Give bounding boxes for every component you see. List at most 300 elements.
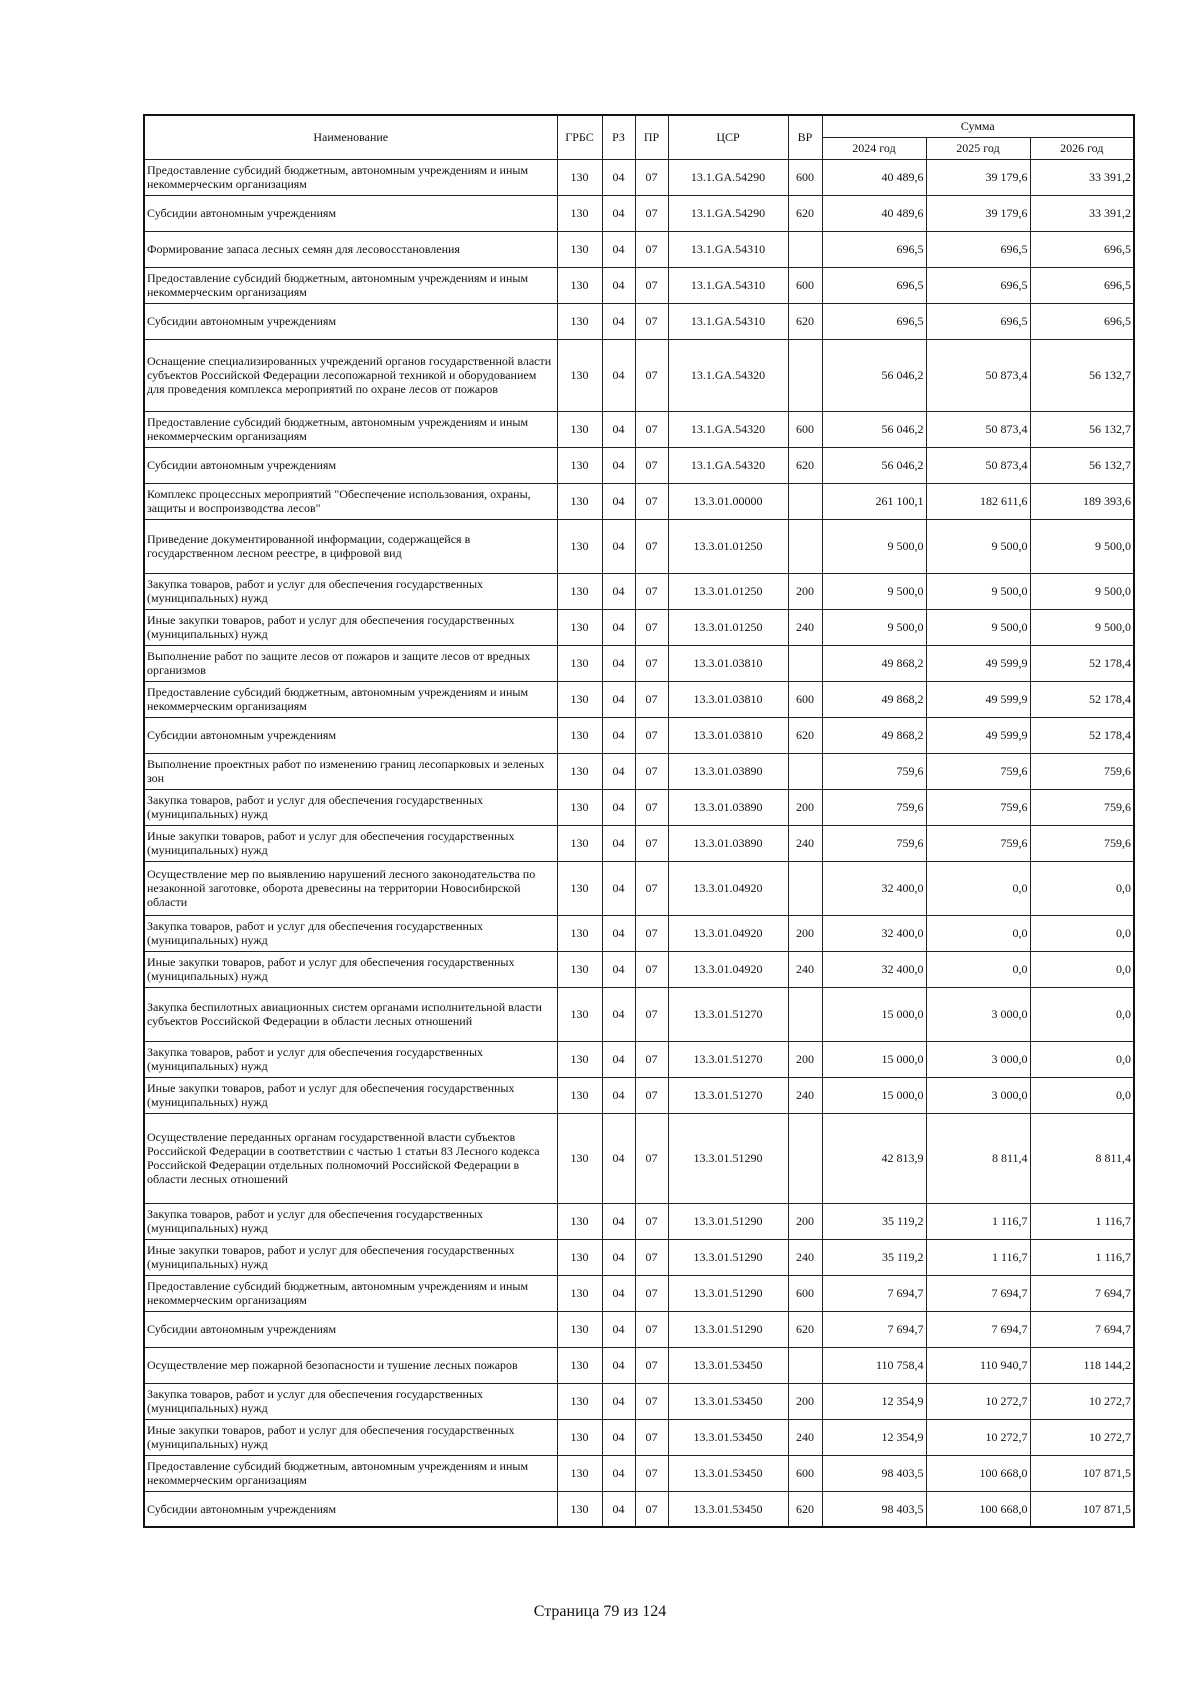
row-csr: 13.3.01.00000 [668,483,788,519]
row-sum-2026: 0,0 [1030,1041,1134,1077]
row-rz: 04 [602,339,635,411]
row-sum-2026: 33 391,2 [1030,195,1134,231]
table-row [144,753,1134,789]
row-pr: 07 [635,411,668,447]
row-pr: 07 [635,573,668,609]
row-sum-2024: 12 354,9 [822,1419,926,1455]
row-sum-2024: 15 000,0 [822,1077,926,1113]
row-name: Иные закупки товаров, работ и услуг для обеспечения государственных (муниципальных) нужд [144,609,557,645]
row-grbs: 130 [557,483,602,519]
table-row [144,195,1134,231]
col-header-rz: РЗ [602,115,635,159]
row-rz: 04 [602,195,635,231]
row-rz: 04 [602,1113,635,1203]
row-pr: 07 [635,609,668,645]
row-sum-2024: 35 119,2 [822,1203,926,1239]
table-row [144,861,1134,915]
row-sum-2025: 759,6 [926,753,1030,789]
table-row [144,1491,1134,1527]
row-sum-2024: 12 354,9 [822,1383,926,1419]
row-name: Приведение документированной информации, содержащейся в государственном лесном реестре, в цифровой вид [144,519,557,573]
row-sum-2024: 32 400,0 [822,915,926,951]
row-sum-2025: 7 694,7 [926,1275,1030,1311]
row-name: Осуществление мер по выявлению нарушений лесного законодательства по незаконной заготовке, оборота древесины на территории Новосибирской области [144,861,557,915]
row-csr: 13.3.01.03810 [668,717,788,753]
table-row [144,159,1134,195]
row-name: Предоставление субсидий бюджетным, автономным учреждениям и иным некоммерческим организациям [144,159,557,195]
row-name: Предоставление субсидий бюджетным, автономным учреждениям и иным некоммерческим организациям [144,681,557,717]
row-name: Оснащение специализированных учреждений органов государственной власти субъектов Российской Федерации лесопожарной техникой и оборудованием для проведения комплекса мероприятий по охране лесов от пожаров [144,339,557,411]
row-sum-2026: 0,0 [1030,951,1134,987]
table-row [144,1383,1134,1419]
table-row [144,267,1134,303]
table-row [144,1239,1134,1275]
col-header-grbs: ГРБС [557,115,602,159]
row-rz: 04 [602,483,635,519]
row-name: Предоставление субсидий бюджетным, автономным учреждениям и иным некоммерческим организациям [144,411,557,447]
row-name: Закупка товаров, работ и услуг для обеспечения государственных (муниципальных) нужд [144,1203,557,1239]
table-row [144,789,1134,825]
col-header-2026: 2026 год [1030,137,1134,159]
row-pr: 07 [635,1077,668,1113]
row-pr: 07 [635,1419,668,1455]
col-header-pr: ПР [635,115,668,159]
row-rz: 04 [602,717,635,753]
row-sum-2025: 696,5 [926,303,1030,339]
row-name: Закупка товаров, работ и услуг для обеспечения государственных (муниципальных) нужд [144,573,557,609]
row-sum-2025: 9 500,0 [926,573,1030,609]
row-sum-2025: 100 668,0 [926,1491,1030,1527]
row-csr: 13.3.01.03810 [668,681,788,717]
row-sum-2026: 7 694,7 [1030,1275,1134,1311]
row-sum-2024: 49 868,2 [822,717,926,753]
row-sum-2024: 40 489,6 [822,195,926,231]
row-sum-2025: 182 611,6 [926,483,1030,519]
row-sum-2024: 98 403,5 [822,1491,926,1527]
row-sum-2026: 52 178,4 [1030,645,1134,681]
row-csr: 13.3.01.53450 [668,1491,788,1527]
row-pr: 07 [635,825,668,861]
row-csr: 13.3.01.51290 [668,1113,788,1203]
row-vr [788,1347,822,1383]
table-header [144,115,1134,159]
row-pr: 07 [635,951,668,987]
row-grbs: 130 [557,303,602,339]
row-pr: 07 [635,861,668,915]
row-csr: 13.3.01.51290 [668,1311,788,1347]
row-grbs: 130 [557,1239,602,1275]
row-csr: 13.3.01.53450 [668,1455,788,1491]
row-pr: 07 [635,519,668,573]
row-sum-2024: 56 046,2 [822,339,926,411]
table-row [144,1203,1134,1239]
row-rz: 04 [602,1419,635,1455]
row-vr: 620 [788,195,822,231]
row-sum-2024: 759,6 [822,789,926,825]
table-row [144,483,1134,519]
row-vr [788,1113,822,1203]
row-grbs: 130 [557,1347,602,1383]
row-sum-2026: 52 178,4 [1030,681,1134,717]
row-rz: 04 [602,1077,635,1113]
table-row [144,987,1134,1041]
row-grbs: 130 [557,1311,602,1347]
row-sum-2025: 50 873,4 [926,411,1030,447]
row-sum-2025: 3 000,0 [926,1041,1030,1077]
row-csr: 13.1.GA.54290 [668,159,788,195]
row-rz: 04 [602,915,635,951]
row-pr: 07 [635,483,668,519]
row-sum-2025: 9 500,0 [926,519,1030,573]
row-name: Осуществление мер пожарной безопасности и тушение лесных пожаров [144,1347,557,1383]
row-grbs: 130 [557,1077,602,1113]
row-sum-2026: 759,6 [1030,753,1134,789]
row-sum-2026: 0,0 [1030,861,1134,915]
row-csr: 13.3.01.01250 [668,609,788,645]
row-sum-2025: 0,0 [926,861,1030,915]
row-grbs: 130 [557,411,602,447]
row-csr: 13.3.01.51270 [668,987,788,1041]
row-sum-2026: 1 116,7 [1030,1239,1134,1275]
row-pr: 07 [635,447,668,483]
row-sum-2026: 696,5 [1030,303,1134,339]
row-vr: 240 [788,951,822,987]
table-row [144,915,1134,951]
row-csr: 13.3.01.01250 [668,519,788,573]
row-sum-2025: 50 873,4 [926,339,1030,411]
row-sum-2026: 189 393,6 [1030,483,1134,519]
row-name: Закупка товаров, работ и услуг для обеспечения государственных (муниципальных) нужд [144,1383,557,1419]
page-number: Страница 79 из 124 [533,1603,667,1620]
row-grbs: 130 [557,447,602,483]
row-sum-2025: 10 272,7 [926,1419,1030,1455]
row-vr: 600 [788,159,822,195]
row-name: Субсидии автономным учреждениям [144,1311,557,1347]
row-sum-2025: 39 179,6 [926,195,1030,231]
row-name: Закупка товаров, работ и услуг для обеспечения государственных (муниципальных) нужд [144,789,557,825]
row-grbs: 130 [557,195,602,231]
row-sum-2025: 8 811,4 [926,1113,1030,1203]
row-pr: 07 [635,1347,668,1383]
row-grbs: 130 [557,681,602,717]
row-sum-2024: 696,5 [822,231,926,267]
table-row [144,339,1134,411]
row-sum-2025: 100 668,0 [926,1455,1030,1491]
row-pr: 07 [635,1311,668,1347]
row-name: Предоставление субсидий бюджетным, автономным учреждениям и иным некоммерческим организациям [144,267,557,303]
table-row [144,573,1134,609]
row-csr: 13.3.01.03890 [668,789,788,825]
row-sum-2024: 9 500,0 [822,609,926,645]
row-sum-2025: 1 116,7 [926,1239,1030,1275]
table-row [144,1311,1134,1347]
row-csr: 13.3.01.51270 [668,1041,788,1077]
row-sum-2024: 35 119,2 [822,1239,926,1275]
row-csr: 13.3.01.03890 [668,753,788,789]
row-rz: 04 [602,609,635,645]
row-grbs: 130 [557,519,602,573]
row-vr: 600 [788,267,822,303]
row-sum-2026: 696,5 [1030,267,1134,303]
row-sum-2024: 32 400,0 [822,951,926,987]
row-pr: 07 [635,339,668,411]
row-rz: 04 [602,267,635,303]
row-sum-2024: 42 813,9 [822,1113,926,1203]
row-name: Иные закупки товаров, работ и услуг для обеспечения государственных (муниципальных) нужд [144,1077,557,1113]
row-rz: 04 [602,411,635,447]
row-grbs: 130 [557,861,602,915]
table-row [144,1347,1134,1383]
row-vr [788,519,822,573]
table-row [144,1077,1134,1113]
row-csr: 13.1.GA.54290 [668,195,788,231]
row-rz: 04 [602,573,635,609]
row-sum-2026: 1 116,7 [1030,1203,1134,1239]
table-body [144,159,1134,1527]
row-rz: 04 [602,825,635,861]
col-header-csr: ЦСР [668,115,788,159]
row-sum-2025: 0,0 [926,915,1030,951]
row-grbs: 130 [557,1491,602,1527]
row-sum-2026: 8 811,4 [1030,1113,1134,1203]
row-grbs: 130 [557,339,602,411]
row-csr: 13.3.01.51290 [668,1239,788,1275]
row-vr: 240 [788,1239,822,1275]
row-sum-2025: 759,6 [926,789,1030,825]
row-grbs: 130 [557,825,602,861]
row-rz: 04 [602,645,635,681]
col-header-2024: 2024 год [822,137,926,159]
row-grbs: 130 [557,267,602,303]
row-sum-2024: 696,5 [822,303,926,339]
row-vr [788,231,822,267]
row-csr: 13.3.01.01250 [668,573,788,609]
row-sum-2024: 261 100,1 [822,483,926,519]
row-sum-2026: 759,6 [1030,825,1134,861]
row-sum-2026: 107 871,5 [1030,1491,1134,1527]
row-sum-2024: 7 694,7 [822,1275,926,1311]
row-name: Закупка беспилотных авиационных систем органами исполнительной власти субъектов Российской Федерации в области лесных отношений [144,987,557,1041]
row-sum-2026: 56 132,7 [1030,447,1134,483]
row-sum-2026: 10 272,7 [1030,1383,1134,1419]
row-grbs: 130 [557,1113,602,1203]
row-pr: 07 [635,645,668,681]
row-sum-2025: 696,5 [926,267,1030,303]
row-sum-2026: 33 391,2 [1030,159,1134,195]
row-sum-2026: 52 178,4 [1030,717,1134,753]
row-vr: 620 [788,447,822,483]
row-pr: 07 [635,1455,668,1491]
row-name: Предоставление субсидий бюджетным, автономным учреждениям и иным некоммерческим организациям [144,1275,557,1311]
row-name: Выполнение работ по защите лесов от пожаров и защите лесов от вредных организмов [144,645,557,681]
table-row [144,645,1134,681]
row-name: Иные закупки товаров, работ и услуг для обеспечения государственных (муниципальных) нужд [144,1419,557,1455]
row-csr: 13.1.GA.54310 [668,303,788,339]
table-row [144,411,1134,447]
row-sum-2024: 759,6 [822,825,926,861]
row-sum-2026: 0,0 [1030,987,1134,1041]
row-rz: 04 [602,159,635,195]
row-name: Предоставление субсидий бюджетным, автономным учреждениям и иным некоммерческим организациям [144,1455,557,1491]
row-vr: 620 [788,1491,822,1527]
row-sum-2026: 696,5 [1030,231,1134,267]
row-rz: 04 [602,231,635,267]
row-rz: 04 [602,303,635,339]
row-sum-2024: 9 500,0 [822,573,926,609]
row-grbs: 130 [557,609,602,645]
row-sum-2024: 7 694,7 [822,1311,926,1347]
row-rz: 04 [602,447,635,483]
table-row [144,447,1134,483]
row-name: Субсидии автономным учреждениям [144,447,557,483]
row-name: Субсидии автономным учреждениям [144,717,557,753]
table-row [144,609,1134,645]
table-row [144,717,1134,753]
row-sum-2025: 7 694,7 [926,1311,1030,1347]
row-sum-2025: 696,5 [926,231,1030,267]
row-grbs: 130 [557,789,602,825]
row-sum-2025: 0,0 [926,951,1030,987]
table-row [144,951,1134,987]
row-name: Закупка товаров, работ и услуг для обеспечения государственных (муниципальных) нужд [144,915,557,951]
row-grbs: 130 [557,1455,602,1491]
row-pr: 07 [635,681,668,717]
row-pr: 07 [635,1491,668,1527]
row-grbs: 130 [557,573,602,609]
row-rz: 04 [602,951,635,987]
row-vr: 240 [788,609,822,645]
row-sum-2026: 0,0 [1030,1077,1134,1113]
row-csr: 13.3.01.51270 [668,1077,788,1113]
row-sum-2026: 107 871,5 [1030,1455,1134,1491]
row-sum-2024: 56 046,2 [822,447,926,483]
row-rz: 04 [602,861,635,915]
row-csr: 13.1.GA.54320 [668,411,788,447]
row-csr: 13.3.01.04920 [668,861,788,915]
row-vr [788,861,822,915]
table-row [144,1275,1134,1311]
row-pr: 07 [635,987,668,1041]
row-vr: 200 [788,915,822,951]
row-vr [788,987,822,1041]
row-sum-2024: 49 868,2 [822,645,926,681]
row-csr: 13.3.01.51290 [668,1203,788,1239]
row-vr: 600 [788,1275,822,1311]
table-row [144,1113,1134,1203]
table-row [144,825,1134,861]
row-rz: 04 [602,1239,635,1275]
row-sum-2026: 0,0 [1030,915,1134,951]
row-sum-2024: 759,6 [822,753,926,789]
row-pr: 07 [635,717,668,753]
row-grbs: 130 [557,1419,602,1455]
row-vr: 600 [788,681,822,717]
row-rz: 04 [602,1455,635,1491]
row-name: Выполнение проектных работ по изменению границ лесопарковых и зеленых зон [144,753,557,789]
row-sum-2025: 3 000,0 [926,987,1030,1041]
row-sum-2026: 759,6 [1030,789,1134,825]
col-header-sum: Сумма [822,115,1134,137]
row-sum-2025: 9 500,0 [926,609,1030,645]
row-grbs: 130 [557,1275,602,1311]
row-pr: 07 [635,231,668,267]
row-rz: 04 [602,987,635,1041]
row-sum-2024: 40 489,6 [822,159,926,195]
row-csr: 13.3.01.53450 [668,1419,788,1455]
row-rz: 04 [602,753,635,789]
row-csr: 13.1.GA.54310 [668,267,788,303]
row-pr: 07 [635,303,668,339]
row-vr: 240 [788,825,822,861]
row-vr: 600 [788,411,822,447]
row-vr: 620 [788,1311,822,1347]
row-vr: 200 [788,789,822,825]
row-name: Субсидии автономным учреждениям [144,303,557,339]
row-sum-2024: 9 500,0 [822,519,926,573]
row-vr: 200 [788,1041,822,1077]
row-sum-2026: 56 132,7 [1030,411,1134,447]
row-rz: 04 [602,1491,635,1527]
row-rz: 04 [602,789,635,825]
row-csr: 13.3.01.04920 [668,915,788,951]
col-header-2025: 2025 год [926,137,1030,159]
row-vr: 620 [788,717,822,753]
row-rz: 04 [602,1347,635,1383]
row-grbs: 130 [557,159,602,195]
row-sum-2026: 10 272,7 [1030,1419,1134,1455]
row-vr: 240 [788,1077,822,1113]
row-sum-2024: 110 758,4 [822,1347,926,1383]
row-vr: 200 [788,1383,822,1419]
row-pr: 07 [635,159,668,195]
row-vr: 200 [788,1203,822,1239]
row-vr: 620 [788,303,822,339]
row-vr [788,753,822,789]
row-csr: 13.3.01.03890 [668,825,788,861]
row-sum-2026: 9 500,0 [1030,519,1134,573]
row-grbs: 130 [557,645,602,681]
row-pr: 07 [635,1113,668,1203]
row-sum-2025: 50 873,4 [926,447,1030,483]
row-pr: 07 [635,789,668,825]
row-name: Закупка товаров, работ и услуг для обеспечения государственных (муниципальных) нужд [144,1041,557,1077]
row-grbs: 130 [557,231,602,267]
row-sum-2024: 32 400,0 [822,861,926,915]
row-pr: 07 [635,1041,668,1077]
row-sum-2026: 9 500,0 [1030,573,1134,609]
row-sum-2025: 1 116,7 [926,1203,1030,1239]
row-grbs: 130 [557,987,602,1041]
table-row [144,519,1134,573]
row-rz: 04 [602,1041,635,1077]
row-name: Иные закупки товаров, работ и услуг для обеспечения государственных (муниципальных) нужд [144,825,557,861]
row-sum-2024: 98 403,5 [822,1455,926,1491]
row-sum-2026: 7 694,7 [1030,1311,1134,1347]
row-sum-2025: 39 179,6 [926,159,1030,195]
row-name: Иные закупки товаров, работ и услуг для обеспечения государственных (муниципальных) нужд [144,951,557,987]
row-sum-2026: 9 500,0 [1030,609,1134,645]
table-row [144,1455,1134,1491]
row-pr: 07 [635,915,668,951]
row-vr [788,483,822,519]
row-csr: 13.3.01.04920 [668,951,788,987]
row-sum-2024: 15 000,0 [822,987,926,1041]
table-row [144,1041,1134,1077]
row-grbs: 130 [557,1041,602,1077]
row-vr: 200 [788,573,822,609]
row-name: Осуществление переданных органам государственной власти субъектов Российской Федерации в соответствии с частью 1 статьи 83 Лесного кодекса Российской Федерации отдельных полномочий Российской Федерации в области лесных отношений [144,1113,557,1203]
row-sum-2025: 49 599,9 [926,717,1030,753]
